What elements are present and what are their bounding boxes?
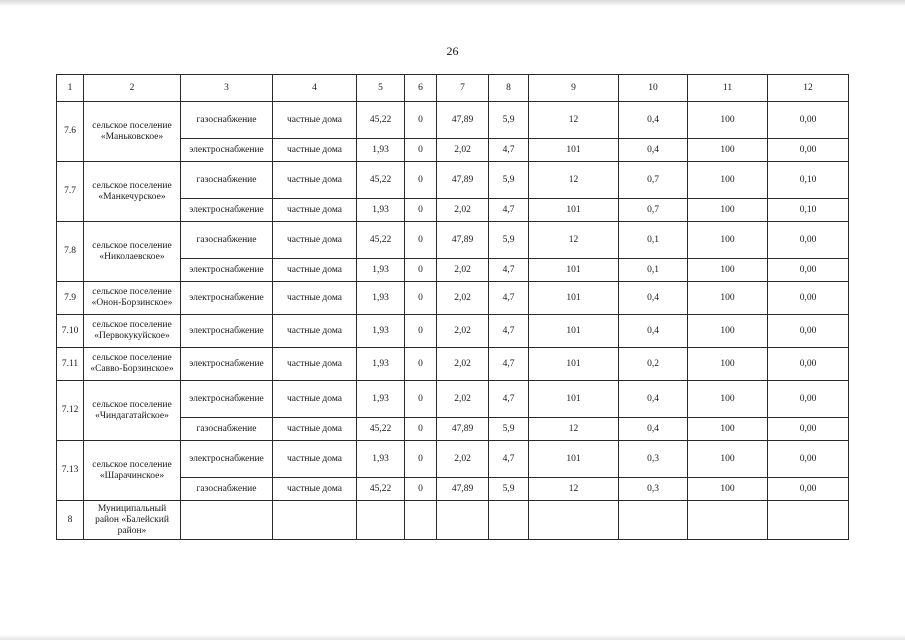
row-number: 7.9 — [57, 282, 84, 315]
table-row — [57, 441, 849, 478]
data-cell: 0,00 — [768, 259, 849, 282]
settlement-name: сельское поселение «Первокукуйское» — [84, 315, 181, 348]
row-number: 7.11 — [57, 348, 84, 381]
data-cell: 101 — [529, 315, 619, 348]
data-cell: 1,93 — [357, 139, 405, 162]
table-row — [57, 501, 849, 540]
data-cell: 100 — [688, 418, 768, 441]
data-cell: 0,00 — [768, 348, 849, 381]
settlement-name: сельское поселение «Манкечурское» — [84, 162, 181, 222]
data-cell: 5,9 — [489, 222, 529, 259]
data-cell: 12 — [529, 418, 619, 441]
data-cell: 45,22 — [357, 102, 405, 139]
data-cell: 0 — [405, 381, 437, 418]
data-cell: 0,00 — [768, 222, 849, 259]
data-cell — [688, 501, 768, 540]
data-cell: 45,22 — [357, 418, 405, 441]
data-cell: 0 — [405, 259, 437, 282]
settlement-name: сельское поселение «Николаевское» — [84, 222, 181, 282]
data-cell: 12 — [529, 162, 619, 199]
data-cell: 5,9 — [489, 418, 529, 441]
data-cell: 100 — [688, 282, 768, 315]
data-cell: частные дома — [273, 222, 357, 259]
data-cell: 12 — [529, 478, 619, 501]
data-cell — [405, 501, 437, 540]
data-cell: 0,00 — [768, 418, 849, 441]
data-cell: газоснабжение — [181, 162, 273, 199]
data-cell: 100 — [688, 478, 768, 501]
data-cell: газоснабжение — [181, 222, 273, 259]
data-cell: 4,7 — [489, 282, 529, 315]
data-cell: 100 — [688, 102, 768, 139]
data-cell: 4,7 — [489, 315, 529, 348]
data-table — [56, 74, 849, 540]
data-cell: 100 — [688, 315, 768, 348]
data-cell: частные дома — [273, 162, 357, 199]
data-cell — [437, 501, 489, 540]
data-cell: 0 — [405, 478, 437, 501]
data-cell: газоснабжение — [181, 418, 273, 441]
data-cell: 2,02 — [437, 199, 489, 222]
data-cell: 0,4 — [619, 102, 688, 139]
data-cell: 0,7 — [619, 162, 688, 199]
table-row — [57, 162, 849, 199]
header-cell: 10 — [619, 75, 688, 102]
row-number: 7.8 — [57, 222, 84, 282]
table-row — [57, 282, 849, 315]
data-cell: частные дома — [273, 381, 357, 418]
data-cell: 100 — [688, 222, 768, 259]
data-cell: 1,93 — [357, 282, 405, 315]
data-cell: 0 — [405, 162, 437, 199]
data-cell: 0 — [405, 315, 437, 348]
data-cell: 2,02 — [437, 259, 489, 282]
data-cell: 1,93 — [357, 381, 405, 418]
data-cell: 0,4 — [619, 381, 688, 418]
scan-edge-bottom — [0, 635, 905, 640]
data-cell: 2,02 — [437, 381, 489, 418]
data-cell: 100 — [688, 259, 768, 282]
row-number: 7.6 — [57, 102, 84, 162]
data-cell: 4,7 — [489, 348, 529, 381]
table-row — [57, 315, 849, 348]
settlement-name: сельское поселение «Маньковское» — [84, 102, 181, 162]
data-cell: 5,9 — [489, 478, 529, 501]
data-cell: 0,4 — [619, 282, 688, 315]
data-cell: 2,02 — [437, 348, 489, 381]
data-cell: 0,4 — [619, 315, 688, 348]
data-cell: 0,2 — [619, 348, 688, 381]
row-number: 8 — [57, 501, 84, 540]
table-row — [57, 348, 849, 381]
data-cell: электроснабжение — [181, 315, 273, 348]
data-cell: 0 — [405, 139, 437, 162]
data-cell: 0,00 — [768, 315, 849, 348]
data-cell: частные дома — [273, 418, 357, 441]
data-cell: частные дома — [273, 139, 357, 162]
data-cell: 45,22 — [357, 162, 405, 199]
data-cell: 4,7 — [489, 139, 529, 162]
data-cell: 5,9 — [489, 102, 529, 139]
table-row — [57, 222, 849, 259]
data-cell — [529, 501, 619, 540]
data-cell: 47,89 — [437, 418, 489, 441]
header-row — [57, 75, 849, 102]
header-cell: 5 — [357, 75, 405, 102]
data-cell: 12 — [529, 222, 619, 259]
data-cell: 47,89 — [437, 222, 489, 259]
data-cell: 0,3 — [619, 478, 688, 501]
data-cell — [181, 501, 273, 540]
header-cell: 11 — [688, 75, 768, 102]
data-cell: 1,93 — [357, 199, 405, 222]
data-cell: 2,02 — [437, 139, 489, 162]
page-number: 26 — [446, 44, 459, 58]
data-cell — [768, 501, 849, 540]
data-cell: 0 — [405, 102, 437, 139]
data-cell: 100 — [688, 381, 768, 418]
data-cell: 100 — [688, 199, 768, 222]
data-cell: 0 — [405, 199, 437, 222]
header-cell: 6 — [405, 75, 437, 102]
data-cell: 4,7 — [489, 199, 529, 222]
data-cell: электроснабжение — [181, 259, 273, 282]
data-cell: 0 — [405, 441, 437, 478]
data-cell: частные дома — [273, 259, 357, 282]
header-cell: 4 — [273, 75, 357, 102]
data-cell: 101 — [529, 348, 619, 381]
settlement-name: сельское поселение «Савво-Борзинское» — [84, 348, 181, 381]
header-cell: 2 — [84, 75, 181, 102]
row-number: 7.12 — [57, 381, 84, 441]
settlement-name: сельское поселение «Онон-Борзинское» — [84, 282, 181, 315]
data-cell: 100 — [688, 441, 768, 478]
data-cell: 101 — [529, 139, 619, 162]
data-cell: 12 — [529, 102, 619, 139]
data-cell: частные дома — [273, 199, 357, 222]
data-cell: частные дома — [273, 282, 357, 315]
table-row — [57, 381, 849, 418]
data-cell: электроснабжение — [181, 348, 273, 381]
data-cell: 0,00 — [768, 282, 849, 315]
table-row — [57, 102, 849, 139]
data-cell: 0,1 — [619, 259, 688, 282]
data-cell: 1,93 — [357, 315, 405, 348]
data-cell: частные дома — [273, 102, 357, 139]
data-cell: частные дома — [273, 478, 357, 501]
data-cell — [619, 501, 688, 540]
data-cell: электроснабжение — [181, 199, 273, 222]
data-cell: 100 — [688, 139, 768, 162]
settlement-name: сельское поселение «Чиндагатайское» — [84, 381, 181, 441]
data-cell: 2,02 — [437, 282, 489, 315]
data-cell: 0,00 — [768, 102, 849, 139]
data-cell: 0 — [405, 222, 437, 259]
header-cell: 3 — [181, 75, 273, 102]
row-number: 7.13 — [57, 441, 84, 501]
scan-edge-top — [0, 0, 905, 6]
data-cell: частные дома — [273, 315, 357, 348]
data-cell: 0,00 — [768, 478, 849, 501]
data-cell: 0,1 — [619, 222, 688, 259]
data-cell: газоснабжение — [181, 102, 273, 139]
data-cell: 1,93 — [357, 259, 405, 282]
data-cell: 100 — [688, 162, 768, 199]
data-cell: 4,7 — [489, 381, 529, 418]
data-cell: 4,7 — [489, 259, 529, 282]
data-cell: электроснабжение — [181, 139, 273, 162]
settlement-name: сельское поселение «Шарачинское» — [84, 441, 181, 501]
row-number: 7.10 — [57, 315, 84, 348]
data-cell: 101 — [529, 282, 619, 315]
data-cell: 100 — [688, 348, 768, 381]
data-cell: 0,4 — [619, 418, 688, 441]
data-cell: 4,7 — [489, 441, 529, 478]
data-cell: 2,02 — [437, 315, 489, 348]
data-cell: 101 — [529, 381, 619, 418]
header-cell: 9 — [529, 75, 619, 102]
data-cell: 1,93 — [357, 348, 405, 381]
data-cell: электроснабжение — [181, 381, 273, 418]
data-cell: 101 — [529, 259, 619, 282]
header-cell: 1 — [57, 75, 84, 102]
data-cell: 0,00 — [768, 381, 849, 418]
data-cell — [489, 501, 529, 540]
data-cell: 47,89 — [437, 162, 489, 199]
data-cell: электроснабжение — [181, 282, 273, 315]
settlement-name: Муниципальный район «Балейский район» — [84, 501, 181, 540]
data-cell — [357, 501, 405, 540]
data-cell: 0 — [405, 282, 437, 315]
data-cell: 0,4 — [619, 139, 688, 162]
data-cell: 0 — [405, 418, 437, 441]
data-cell: 0,7 — [619, 199, 688, 222]
row-number: 7.7 — [57, 162, 84, 222]
data-cell — [273, 501, 357, 540]
data-cell: газоснабжение — [181, 478, 273, 501]
data-cell: 47,89 — [437, 478, 489, 501]
data-cell: частные дома — [273, 348, 357, 381]
data-cell: 1,93 — [357, 441, 405, 478]
header-cell: 12 — [768, 75, 849, 102]
data-cell: 0,00 — [768, 139, 849, 162]
data-cell: 45,22 — [357, 222, 405, 259]
header-cell: 7 — [437, 75, 489, 102]
data-cell: 101 — [529, 199, 619, 222]
data-cell: 47,89 — [437, 102, 489, 139]
data-cell: 0,00 — [768, 441, 849, 478]
data-cell: 5,9 — [489, 162, 529, 199]
data-cell: 0,10 — [768, 199, 849, 222]
data-cell: электроснабжение — [181, 441, 273, 478]
data-cell: 45,22 — [357, 478, 405, 501]
data-cell: 101 — [529, 441, 619, 478]
data-cell: 0,3 — [619, 441, 688, 478]
data-cell: 0 — [405, 348, 437, 381]
data-cell: 2,02 — [437, 441, 489, 478]
header-cell: 8 — [489, 75, 529, 102]
data-cell: частные дома — [273, 441, 357, 478]
data-cell: 0,10 — [768, 162, 849, 199]
